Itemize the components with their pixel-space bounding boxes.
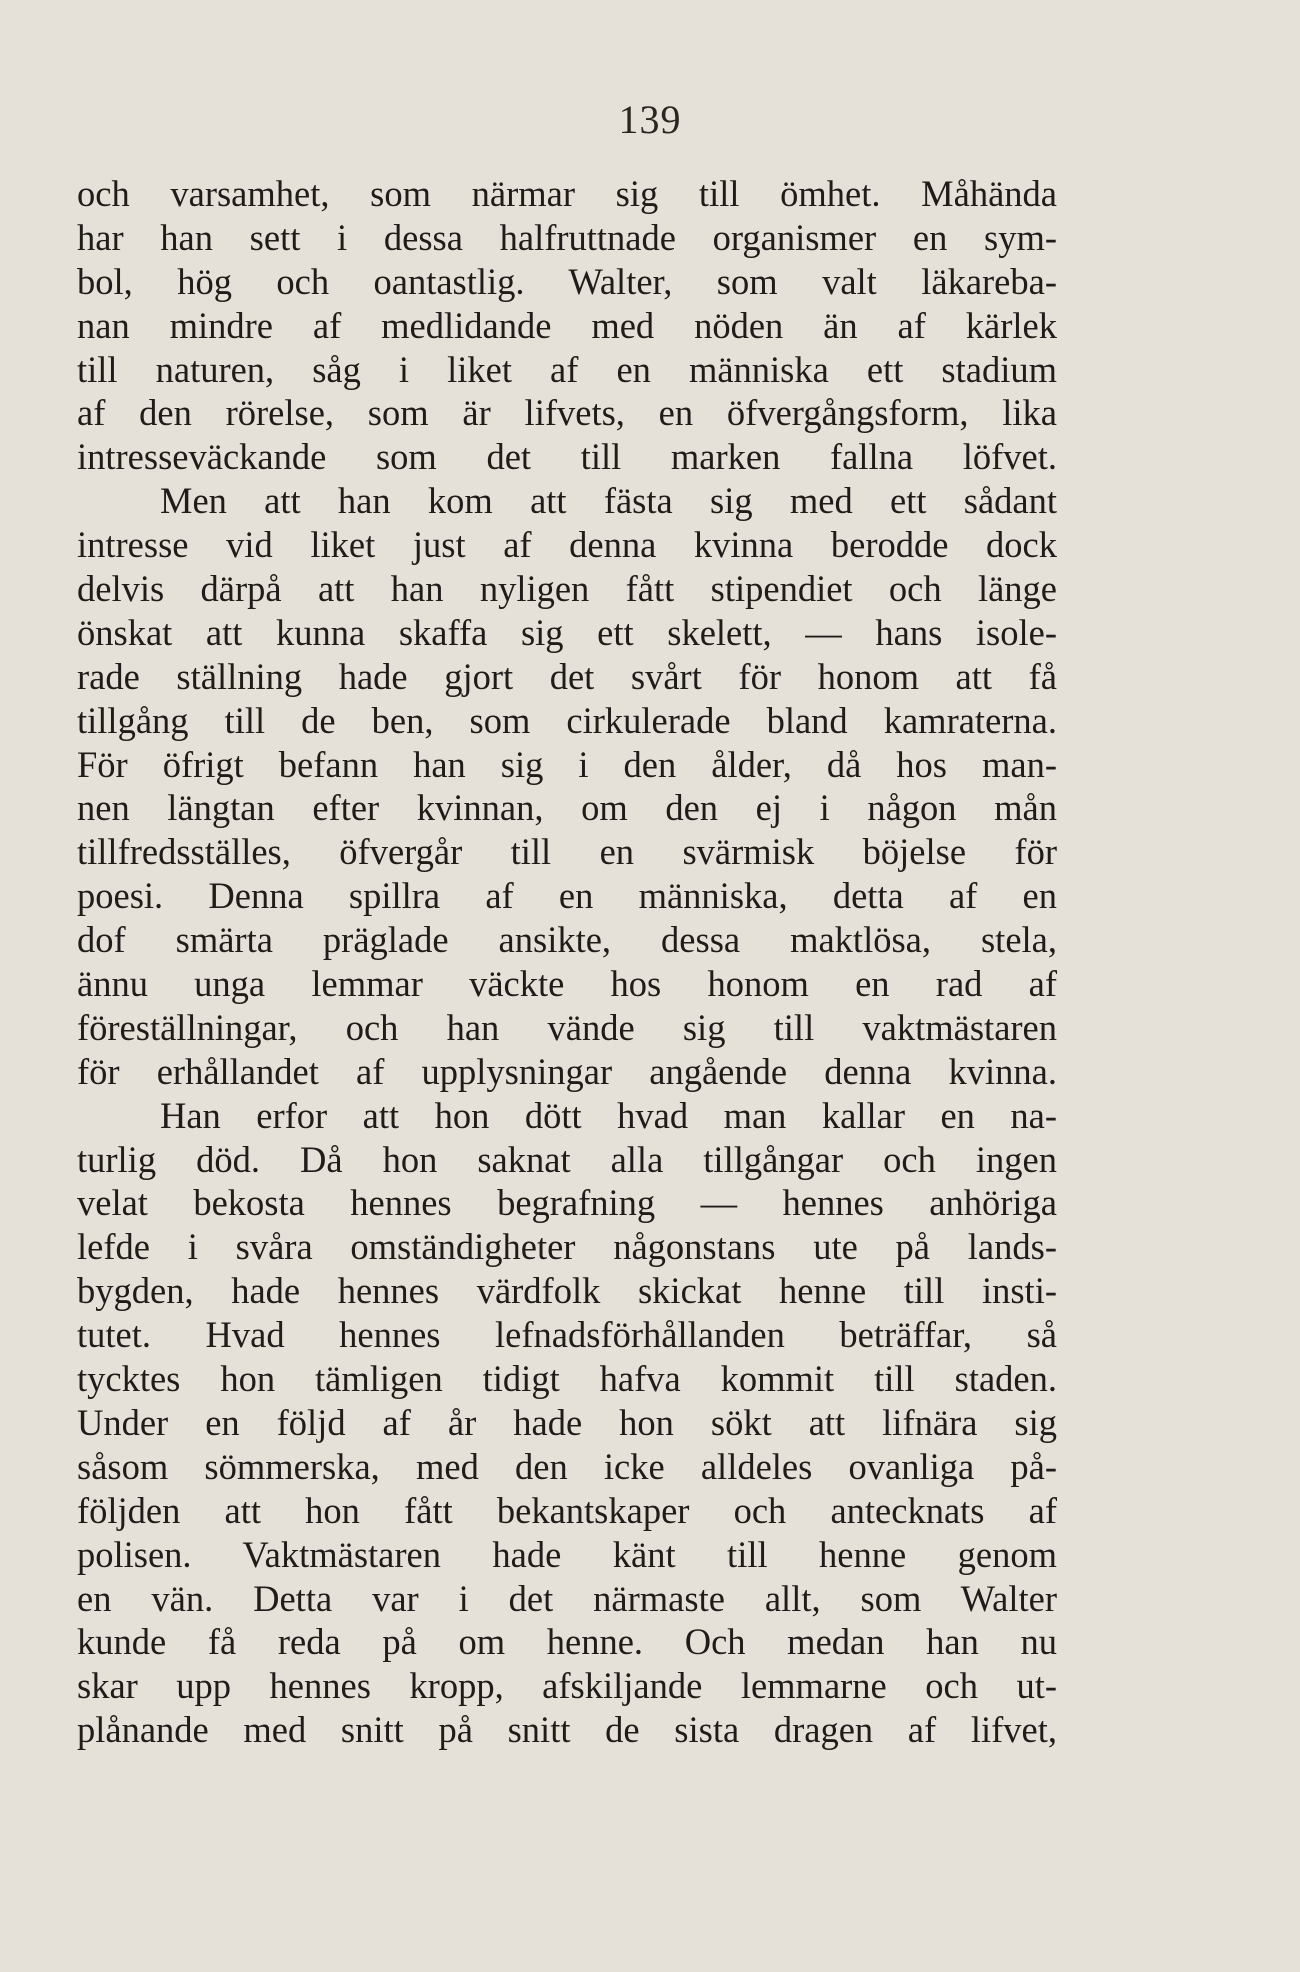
text-line: nen längtan efter kvinnan, om den ej i någon mån <box>77 787 1057 829</box>
text-line: till naturen, såg i liket af en människa ett stadium <box>77 348 1057 390</box>
text-line: har han sett i dessa halfruttnade organismer en sym- <box>77 216 1057 258</box>
text-line: tillgång till de ben, som cirkulerade bland kamraterna. <box>77 699 1057 741</box>
text-line: dof smärta präglade ansikte, dessa maktlösa, stela, <box>77 919 1057 961</box>
text-line: Men att han kom att fästa sig med ett sådant <box>160 480 1057 522</box>
text-line: ännu unga lemmar väckte hos honom en rad af <box>77 963 1057 1005</box>
text-line: Under en följd af år hade hon sökt att lifnära sig <box>77 1401 1057 1443</box>
text-line: rade ställning hade gjort det svårt för honom att få <box>77 655 1057 697</box>
text-line: lefde i svåra omständigheter någonstans ute på lands- <box>77 1226 1057 1268</box>
text-line: och varsamhet, som närmar sig till ömhet. Måhända <box>77 173 1057 214</box>
page-number: 139 <box>618 97 682 142</box>
text-line: För öfrigt befann han sig i den ålder, då hos man- <box>77 743 1057 785</box>
text-line: önskat att kunna skaffa sig ett skelett, — hans isole- <box>77 611 1057 653</box>
text-line: poesi. Denna spillra af en människa, detta af en <box>77 875 1057 917</box>
text-line: velat bekosta hennes begrafning — hennes anhöriga <box>77 1182 1057 1224</box>
paragraph-2 <box>77 479 1057 1093</box>
text-line: af den rörelse, som är lifvets, en öfvergångsform, lika <box>77 392 1057 434</box>
text-line: intresse vid liket just af denna kvinna berodde dock <box>77 524 1057 566</box>
text-line: följden att hon fått bekantskaper och antecknats af <box>77 1489 1057 1531</box>
body-text <box>77 172 1057 1752</box>
text-line: intresseväckande som det till marken fallna löfvet. <box>77 436 1057 478</box>
paragraph-3 <box>77 1094 1057 1752</box>
text-line: tillfredsställes, öfvergår till en svärmisk böjelse för <box>77 831 1057 873</box>
text-line: Han erfor att hon dött hvad man kallar en na- <box>160 1094 1057 1136</box>
text-line: turlig död. Då hon saknat alla tillgångar och ingen <box>77 1138 1057 1180</box>
text-line: tutet. Hvad hennes lefnadsförhållanden beträffar, så <box>77 1314 1057 1356</box>
text-line: föreställningar, och han vände sig till vaktmästaren <box>77 1006 1057 1048</box>
text-line: såsom sömmerska, med den icke alldeles ovanliga på- <box>77 1445 1057 1487</box>
text-line: tycktes hon tämligen tidigt hafva kommit till staden. <box>77 1358 1057 1400</box>
text-line: delvis därpå att han nyligen fått stipendiet och länge <box>77 568 1057 610</box>
text-line: kunde få reda på om henne. Och medan han nu <box>77 1621 1057 1663</box>
paragraph-1 <box>77 172 1057 479</box>
text-line: bol, hög och oantastlig. Walter, som valt läkareba- <box>77 260 1057 302</box>
text-line: nan mindre af medlidande med nöden än af kärlek <box>77 304 1057 346</box>
text-line: polisen. Vaktmästaren hade känt till henne genom <box>77 1533 1057 1575</box>
text-line: en vän. Detta var i det närmaste allt, som Walter <box>77 1577 1057 1619</box>
text-line: för erhållandet af upplysningar angående denna kvinna. <box>77 1050 1057 1092</box>
text-line: plånande med snitt på snitt de sista dragen af lifvet, <box>77 1709 1057 1751</box>
text-line: bygden, hade hennes värdfolk skickat henne till insti- <box>77 1270 1057 1312</box>
text-line: skar upp hennes kropp, afskiljande lemmarne och ut- <box>77 1665 1057 1707</box>
